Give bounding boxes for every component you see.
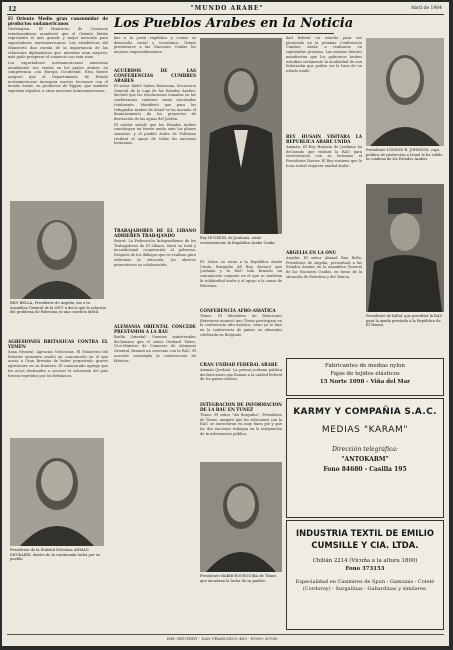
section-title: Los Pueblos Arabes en la Noticia <box>114 16 354 31</box>
ad2-telegraph-label: Dirección telegráfica: <box>332 446 398 453</box>
ad1-line2: Fajas de tejidos elásticos <box>330 371 400 377</box>
ad-karmy <box>286 398 444 518</box>
col3-bottom-article <box>200 402 282 460</box>
ad-cumsille <box>286 520 444 630</box>
col1-top-body-2: Los exportadores norteamericanos aumentan anualmente sus ventas en los países árabes, en competencia con Europa Occidental. Esta fuente aseguró que el Departamento de Estado norteamericano incorpora nuevas lecciones con el mundo árabe, en productos de Egipto, que también exportan algodón, a otras naciones latinoamericanas. <box>8 60 108 94</box>
col3-conf-body: Túnez: El Ministerio de Relaciones Exteriores anunció que Túnez participará en la conferencia afro-asiática, como ya lo hizo en la conferencia de países no alineados celebrada en Belgrado. <box>200 314 282 337</box>
col3-conf-headline: CONFERENCIA AFRO-ASIATICA <box>200 308 276 313</box>
portrait-image <box>366 38 444 146</box>
col1-mid-headline: AGRESIONES BRITANICAS CONTRA EL YEMEN <box>8 339 108 349</box>
col2-bottom2-article <box>114 324 196 416</box>
col1-mid-body: Sana (Yemen): Agencias Noticiosas. El Ministerio del Exterior yemenita emitió un comunicado en el que acusa a Gran Bretaña de haber perpetrado graves agresiones en su frontera. El comunicado agrega que los actos destinados a socavar la soberanía del país fueron repetidos por los británicos. <box>8 350 108 378</box>
ad3-phone: Fono 373153 <box>345 566 385 572</box>
ad3-address: Chillán 2214 (Vicuña a la altura 1800) <box>312 558 418 564</box>
portrait-image <box>366 184 444 312</box>
shukaire-photo <box>10 438 104 546</box>
johnson-photo <box>366 38 444 146</box>
col4-top-article: dad federal en estudio para ser planteada en la próxima Conferencia Cumbre Árabe a realizarse en septiembre próximo. Las mismas fuentes manifiestan que los gobiernos árabes estudian seriamente la modalidad de una federación que podría ser la base de un estado unido. <box>286 36 362 73</box>
hussein-caption: Rey HUSSEIN, de Jordania, visitó recientemente la República Arabe Unida. <box>200 236 276 245</box>
col1-mid-article <box>8 339 108 415</box>
col4-ben-body: Ammán: El Rey Hussein de Jordania ha declarado que visitará la RAU para entrevistarse con su hermano el Presidente Nasser. El Rey sostiene que la hora actual requiere unidad árabe. <box>286 145 362 168</box>
portrait-image <box>10 201 104 299</box>
ad1-line1: Fabricantes de medias nylon <box>325 363 405 369</box>
col2-bottom2-headline: ALEMANIA ORIENTAL CONCEDE PRESTAMOS A LA RAU <box>114 324 196 334</box>
newspaper-page <box>2 2 449 646</box>
col1-top-article <box>8 16 108 198</box>
col3-bottom-headline: INTEGRACION DE INFORMACION DE LA RAU EN TUNEZ <box>200 402 282 412</box>
bourguiba-caption: Presidente HABIB BOURGUIBA de Túnez, que encabeza la lucha de su pueblo. <box>200 574 278 583</box>
col3-fed-headline: CRAN UNIDAD FEDERAL ARABE <box>200 362 278 367</box>
johnson-caption: Presidente LYNDON B. JOHNSON, cuya política de protección a Israel le ha valido la condena de los Estados Árabes. <box>366 148 443 161</box>
masthead-rule <box>7 14 444 15</box>
col4-arg-headline: ARGELIA EN LA ONU <box>286 250 337 255</box>
al-sallal-caption: Presidente Al-Sallal, que presidirá la RAU para la ayuda prestada a la República de El Yemen. <box>366 314 443 327</box>
ad3-company: INDUSTRIA TEXTIL DE EMILIO CUMSILLE Y CIA. LTDA. <box>296 528 434 550</box>
bourguiba-photo <box>200 462 282 572</box>
col1-top-body-1: Washington: El Ministerio de Comercio estadounidense manifestó que el Oriente Medio representa el más grande y mejor mercado para exportadores norteamericanos. Las estadísticas del Ministerio dan cuenta de la importancia de las relaciones diplomáticas que, mientras eran mejores, más pudo prosperar el comercio con esta zona. <box>8 27 108 60</box>
col2-bottom-article <box>114 228 196 320</box>
footer-rule <box>7 634 444 635</box>
ad-medias-nylon <box>286 358 444 396</box>
col2-mid-body-2: El orador señaló que los Estados árabes constituyen un frente unido ante los planes sionistas, y el pueblo árabe de Palestina recibirá el apoyo de todas las naciones hermanas. <box>114 122 196 146</box>
ad1-line3: 15 Norte 1098 - Viña del Mar <box>319 379 411 385</box>
col3-fed-article <box>200 362 282 400</box>
col2-mid-article <box>114 68 196 224</box>
ad2-phone: Fono 84680 - Casilla 195 <box>323 466 407 473</box>
col2-bottom-headline: TRABAJADORES DE EL LIBANO ADHIEREN TRABAJANDO <box>114 228 196 238</box>
col4-arg-article <box>286 250 362 354</box>
col2-mid-headline: ACUERDOS DE LAS CONFERENCIAS CUMBRES ARABES <box>114 68 196 83</box>
ad2-telegraph: "ANTOKARM" <box>341 456 389 463</box>
col3-fed-body: Ammán (Jordan): La prensa jordana publica declaraciones que llaman a la unidad federal de los países árabes. <box>200 368 282 382</box>
ben-bella-photo <box>10 201 104 299</box>
issue-date: Abril de 1964 <box>410 6 442 11</box>
col1-top-lead: El Oriente Medio gran consumidor de productos sudamericanos <box>8 16 108 26</box>
portrait-image <box>10 438 104 546</box>
al-sallal-photo <box>366 184 444 312</box>
portrait-image <box>200 38 282 234</box>
page-number: 12 <box>8 6 17 13</box>
portrait-image <box>200 462 282 572</box>
col2-bottom2-body: Berlín Oriental: Fuentes ministeriales declararon que el señor Gerhard Weiss, Vice-Ministro de Comercio de Alemania Oriental, firmará un convenio con la RAU. El acuerdo contempla la construcción de fábricas. <box>114 335 196 363</box>
col2-top-article: dar a la joven república y contar su desarrollo social y económico. Vemos presentarse a las Naciones Unidas los mejores emprendimientos. <box>114 36 196 55</box>
col2-bottom-body: Beirut: La Federación Independiente de los Trabajadores de El Líbano, elevó su total y incondicional cooperación al gobierno. Después de los diálogos que se realizan para enfrentar la situación, los obreros prometieron su colaboración. <box>114 239 196 267</box>
ben-bella-caption: BEN BELLA, Presidente de Argelia, fue a la Asamblea General de la ONU a decir que la solución del problema de Palestina es una cuestión difícil. <box>10 301 106 314</box>
col4-ben-article <box>286 134 362 246</box>
col3-bottom-body: Túnez: El señor "Ali Borguiba", Presidente de Túnez, aseguró que las relaciones con la RAU se encuentran en muy buen pie y que las dos naciones trabajan en la integración de la información pública. <box>200 413 282 436</box>
ad2-company: KARMY Y COMPAÑIA S.A.C. <box>293 407 437 417</box>
footer-imprint: IMP. NEUPERT - SAN FRANCISCO 489 - FONO 30780 <box>166 636 278 641</box>
col3-conf-article <box>200 308 282 360</box>
shukaire-caption: Presidente de la Entidad Palestina AHMAD SHUKAIRE, dentro de la continuada lucha por su pueblo. <box>10 548 101 561</box>
col4-ben-headline: REY HUSAIN VISITARA LA REPUBLICA ARABE UNIDA <box>286 134 362 144</box>
ad2-brand: MEDIAS "KARAM" <box>321 425 409 435</box>
title-rule <box>114 33 334 34</box>
col3-mid-article: El. Sobre su visita a la República Arabe Unida, Burguiba Alí Rey, destacó que Jordania y la RAU han firmado un comunicado conjunto en el que se reafirma la solidaridad árabe y el apoyo a la causa de Palestina. <box>200 260 282 288</box>
paper-name: "MUNDO ARABE" <box>190 5 264 12</box>
ad3-specialty: Especialidad en Casimires de Spun - Gamuzas - Cotelé (Corduroy) - Surgalinas - Gabardinas y similares. <box>295 579 435 592</box>
col2-mid-body-1: El señor Abdel Salem Hassouna, Secretario General de la Liga de los Estados Árabes, declaró que las resoluciones tomadas en las conferencias cumbres serán ejecutadas totalmente. Manifestó que para los refugiados árabes de Israel se ha iniciado el financiamiento de los proyectos de desviación de las aguas del Jordán. <box>114 84 196 121</box>
col4-arg-body: Argelia: El señor Ahmad Ben Bella, Presidente de Argelia, presentará a las Estados Árabes en la Asamblea General de las Naciones Unidas, en torno de la situación de Palestina y del Yemen. <box>286 256 362 279</box>
hussein-photo <box>200 38 282 234</box>
